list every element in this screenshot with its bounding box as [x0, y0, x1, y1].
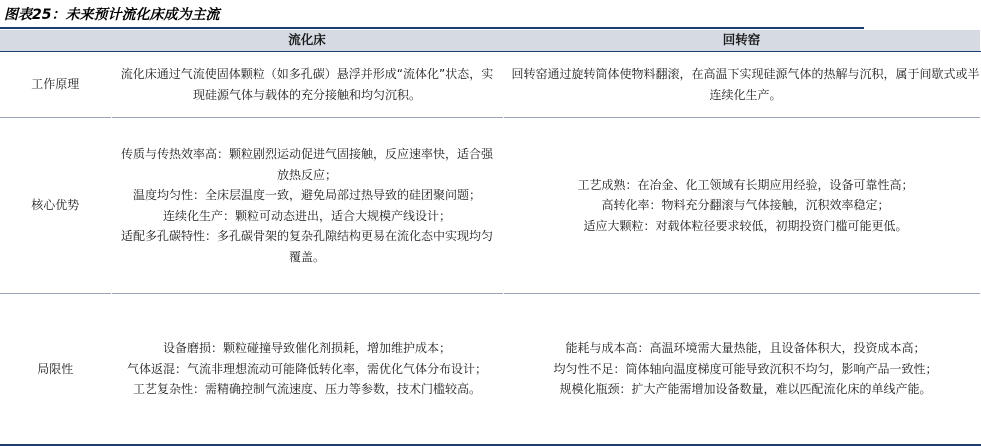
- list-item: 工艺成熟：在冶金、化工领域有长期应用经验，设备可靠性高；: [577, 177, 914, 192]
- table-row: [0, 294, 980, 446]
- cell-text: 流化床通过气流使固体颗粒（如多孔碳）悬浮并形成“流体化”状态，实现硅源气体与载体的充分接触和均匀沉积。: [120, 67, 494, 102]
- table-row: [0, 118, 980, 294]
- header-fluidized-bed: 流化床: [111, 30, 503, 52]
- row-label-principle: 工作原理: [0, 52, 111, 118]
- list-item: 温度均匀性：全床层温度一致，避免局部过热导致的硅团聚问题；: [132, 188, 481, 202]
- list-item: 规模化瓶颈：扩大产能需增加设备数量，难以匹配流化床的单线产能。: [559, 382, 932, 397]
- list-item: 高转化率：物料充分翻滚与气体接触，沉积效率稳定；: [601, 198, 890, 213]
- list-item: 适应大颗粒：对载体粒径要求较低，初期投资门槛可能更低。: [583, 218, 908, 233]
- figure-title: 图表25：未来预计流化床成为主流: [4, 7, 220, 23]
- list-item: 适配多孔碳特性：多孔碳骨架的复杂孔隙结构更易在流化态中实现均匀覆盖。: [120, 229, 493, 264]
- list-item: 连续化生产：颗粒可动态进出，适合大规模产线设计；: [162, 208, 451, 223]
- header-rotary-kiln: 回转窑: [503, 30, 980, 52]
- list-item: 能耗与成本高：高温环境需大量热能，且设备体积大，投资成本高；: [565, 341, 926, 356]
- cell-rotary-limitation: [503, 294, 980, 446]
- table-row: [0, 52, 980, 118]
- list-item: 传质与传热效率高：颗粒剧烈运动促进气固接触，反应速率快，适合强放热反应；: [120, 147, 493, 182]
- cell-fluidized-advantage: [111, 118, 503, 294]
- cell-rotary-advantage: [503, 118, 980, 294]
- cell-fluidized-principle: [111, 52, 503, 118]
- row-label-limitation: 局限性: [0, 294, 111, 446]
- cell-fluidized-limitation: [111, 294, 503, 446]
- title-rule: [0, 27, 864, 29]
- list-item: 均匀性不足：筒体轴向温度梯度可能导致沉积不均匀，影响产品一致性；: [553, 361, 938, 376]
- list-item: 气体返混：气流非理想流动可能降低转化率，需优化气体分布设计；: [126, 361, 487, 376]
- header-empty: [0, 30, 111, 52]
- cell-rotary-principle: [503, 52, 980, 118]
- table-header-row: [0, 30, 980, 52]
- comparison-table: [0, 30, 981, 446]
- row-label-advantage: 核心优势: [0, 118, 111, 294]
- list-item: 设备磨损：颗粒碰撞导致催化剂损耗，增加维护成本；: [162, 341, 451, 356]
- list-item: 工艺复杂性：需精确控制气流速度、压力等参数，技术门槛较高。: [132, 382, 481, 397]
- cell-text: 回转窑通过旋转筒体使物料翻滚，在高温下实现硅源气体的热解与沉积，属于间歇式或半连续化生产。: [511, 67, 980, 102]
